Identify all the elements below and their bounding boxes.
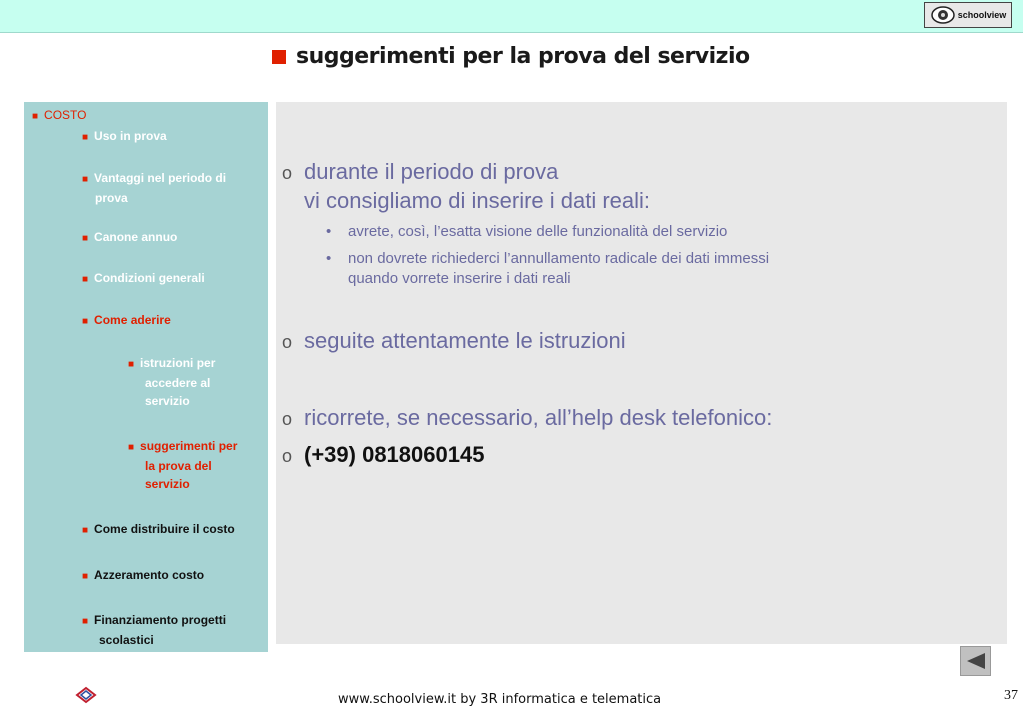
circle-bullet-icon: o xyxy=(282,332,293,352)
eye-icon xyxy=(930,5,956,25)
bullet-item: • non dovrete richiederci l’annullamento radicale dei dati immessi quando vorrete inserire i dati reali xyxy=(326,250,770,287)
page-title: suggerimenti per la prova del servizio xyxy=(272,44,832,69)
top-bar xyxy=(0,0,1023,33)
sidebar-item-uso-in-prova[interactable]: ■ Uso in prova xyxy=(82,129,167,143)
bullet-icon: ■ xyxy=(82,174,89,185)
sidebar-item-come-aderire[interactable]: ■ Come aderire xyxy=(82,313,171,327)
3r-logo-icon xyxy=(74,686,98,704)
page-number: 37 xyxy=(1004,688,1018,703)
bullet-icon: ■ xyxy=(32,111,39,122)
paragraph-periodo-prova: o durante il periodo di prova vi consigliamo di inserire i dati reali: xyxy=(282,159,651,213)
footer-text: www.schoolview.it by 3R informatica e telematica xyxy=(338,692,662,707)
dot-bullet-icon: • xyxy=(326,223,332,240)
paragraph-phone xyxy=(282,441,484,470)
circle-bullet-icon: o xyxy=(282,163,293,183)
paragraph-help-desk: o ricorrete, se necessario, all’help desk telefonico: xyxy=(282,404,772,433)
schoolview-logo[interactable] xyxy=(924,2,1012,28)
sidebar-item-istruzioni[interactable]: ■ istruzioni per accedere al servizio xyxy=(128,356,216,408)
logo-text: schoolview xyxy=(957,10,1007,20)
dot-bullet-icon: • xyxy=(326,250,332,267)
phone-number: (+39) 0818060145 xyxy=(304,442,485,467)
previous-slide-button[interactable] xyxy=(960,646,991,676)
sidebar-section-costo[interactable]: ■ COSTO xyxy=(32,108,87,122)
title-bullet-icon xyxy=(272,50,286,64)
triangle-left-icon xyxy=(965,652,987,670)
sidebar-item-vantaggi[interactable]: ■ Vantaggi nel periodo di prova xyxy=(82,171,227,205)
bullet-icon: ■ xyxy=(82,132,89,143)
bullet-icon: ■ xyxy=(82,233,89,244)
sidebar-item-come-distribuire[interactable]: ■ Come distribuire il costo xyxy=(82,522,235,536)
bullet-icon: ■ xyxy=(128,359,135,370)
sidebar-item-canone-annuo[interactable]: ■ Canone annuo xyxy=(82,230,178,244)
bullet-item: • avrete, così, l’esatta visione delle funzionalità del servizio xyxy=(326,223,728,240)
circle-bullet-icon: o xyxy=(282,409,293,429)
bullet-icon: ■ xyxy=(128,442,135,453)
bullet-icon: ■ xyxy=(82,616,89,627)
paragraph-istruzioni: o seguite attentamente le istruzioni xyxy=(282,327,626,356)
circle-bullet-icon: o xyxy=(282,446,293,466)
bullet-icon: ■ xyxy=(82,316,89,327)
sidebar-item-condizioni-generali[interactable]: ■ Condizioni generali xyxy=(82,271,205,285)
sidebar-item-azzeramento[interactable]: ■ Azzeramento costo xyxy=(82,568,205,582)
footer-logo xyxy=(74,686,98,709)
content-panel xyxy=(276,102,1007,644)
bullet-icon: ■ xyxy=(82,571,89,582)
bullet-icon: ■ xyxy=(82,525,89,536)
bullet-icon: ■ xyxy=(82,274,89,285)
sidebar xyxy=(24,102,268,652)
sidebar-item-finanziamento[interactable]: ■ Finanziamento progetti scolastici xyxy=(82,613,227,647)
sidebar-item-suggerimenti[interactable]: ■ suggerimenti per la prova del servizio xyxy=(128,439,238,491)
